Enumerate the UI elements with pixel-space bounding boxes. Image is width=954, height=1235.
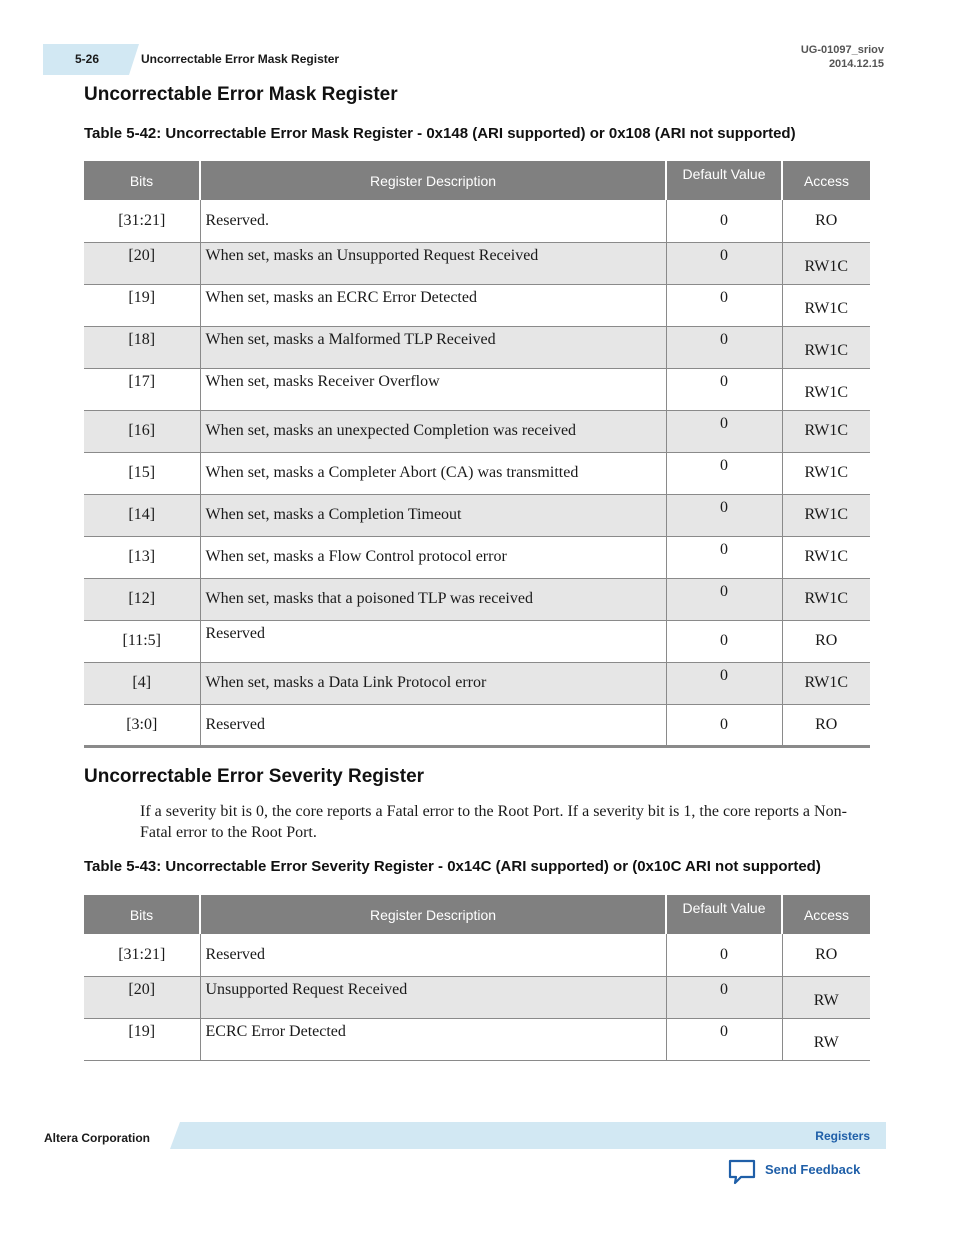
cell-access: RW1C [782, 494, 870, 536]
cell-description: When set, masks a Completer Abort (CA) was transmitted [200, 452, 666, 494]
cell-description: Reserved [200, 704, 666, 746]
footer-company: Altera Corporation [44, 1131, 151, 1145]
cell-description: When set, masks a Data Link Protocol error [200, 662, 666, 704]
cell-access: RW [782, 1018, 870, 1060]
cell-access: RO [782, 620, 870, 662]
cell-default: 0 [666, 704, 782, 746]
cell-default: 0 [666, 200, 782, 242]
table-header-row [84, 161, 870, 200]
cell-access: RW1C [782, 662, 870, 704]
severity-register-table [84, 895, 870, 1061]
cell-description: When set, masks a Completion Timeout [200, 494, 666, 536]
table-row [84, 284, 870, 326]
table-row [84, 242, 870, 284]
send-feedback-link[interactable]: Send Feedback [765, 1162, 861, 1177]
header-access: Access [782, 895, 870, 934]
cell-access: RW1C [782, 410, 870, 452]
cell-access: RO [782, 200, 870, 242]
cell-access: RW1C [782, 536, 870, 578]
table-row [84, 200, 870, 242]
cell-bits: [18] [84, 326, 200, 368]
cell-description: Reserved. [200, 200, 666, 242]
table-row [84, 578, 870, 620]
cell-bits: [19] [84, 1018, 200, 1060]
cell-bits: [20] [84, 242, 200, 284]
cell-bits: [12] [84, 578, 200, 620]
header-bits: Bits [84, 161, 200, 200]
header-doc-info [801, 43, 884, 71]
cell-access: RW1C [782, 326, 870, 368]
header-access: Access [782, 161, 870, 200]
cell-default: 0 [666, 368, 782, 410]
cell-default: 0 [666, 1018, 782, 1060]
cell-default: 0 [666, 620, 782, 662]
header-bits: Bits [84, 895, 200, 934]
table-row [84, 326, 870, 368]
cell-access: RW [782, 976, 870, 1018]
cell-description: Reserved [200, 620, 666, 662]
cell-description: Reserved [200, 934, 666, 976]
header-default: Default Value [666, 161, 782, 200]
doc-id: UG-01097_sriov [800, 44, 884, 56]
cell-access: RW1C [782, 242, 870, 284]
cell-bits: [14] [84, 494, 200, 536]
cell-bits: [16] [84, 410, 200, 452]
cell-description: When set, masks a Flow Control protocol error [200, 536, 666, 578]
cell-default: 0 [666, 536, 782, 578]
table-row [84, 620, 870, 662]
header-default: Default Value [666, 895, 782, 934]
feedback-icon[interactable] [727, 1158, 757, 1186]
cell-default: 0 [666, 976, 782, 1018]
cell-access: RW1C [782, 452, 870, 494]
doc-date: 2014.12.15 [828, 58, 884, 70]
cell-bits: [13] [84, 536, 200, 578]
table-row [84, 410, 870, 452]
severity-paragraph: If a severity bit is 0, the core reports a Fatal error to the Root Port. If a severity bit is 1, the core reports a Non-Fatal error to the Root Port. [140, 803, 847, 841]
cell-default: 0 [666, 934, 782, 976]
cell-default: 0 [666, 452, 782, 494]
table-row [84, 976, 870, 1018]
table-row [84, 494, 870, 536]
cell-default: 0 [666, 662, 782, 704]
table-row [84, 368, 870, 410]
cell-access: RO [782, 704, 870, 746]
cell-default: 0 [666, 494, 782, 536]
table-caption-mask: Table 5-42: Uncorrectable Error Mask Register - 0x148 (ARI supported) or 0x108 (ARI not supported) [84, 125, 796, 142]
cell-description: When set, masks an Unsupported Request Received [200, 242, 666, 284]
cell-description: When set, masks an unexpected Completion was received [200, 410, 666, 452]
cell-default: 0 [666, 578, 782, 620]
cell-access: RO [782, 934, 870, 976]
cell-default: 0 [666, 410, 782, 452]
section-heading-mask: Uncorrectable Error Mask Register [84, 84, 398, 105]
cell-bits: [31:21] [84, 200, 200, 242]
cell-bits: [17] [84, 368, 200, 410]
page-number: 5-26 [75, 52, 100, 66]
cell-default: 0 [666, 242, 782, 284]
cell-bits: [11:5] [84, 620, 200, 662]
cell-default: 0 [666, 326, 782, 368]
header-description: Register Description [200, 161, 666, 200]
cell-bits: [4] [84, 662, 200, 704]
table-row [84, 1018, 870, 1060]
table-row [84, 662, 870, 704]
cell-description: ECRC Error Detected [200, 1018, 666, 1060]
cell-access: RW1C [782, 284, 870, 326]
mask-register-table [84, 161, 870, 748]
cell-bits: [15] [84, 452, 200, 494]
cell-description: When set, masks Receiver Overflow [200, 368, 666, 410]
cell-description: Unsupported Request Received [200, 976, 666, 1018]
section-heading-severity: Uncorrectable Error Severity Register [84, 766, 425, 787]
cell-description: When set, masks that a poisoned TLP was received [200, 578, 666, 620]
header-section-title: Uncorrectable Error Mask Register [141, 52, 340, 66]
cell-bits: [20] [84, 976, 200, 1018]
table-caption-severity: Table 5-43: Uncorrectable Error Severity Register - 0x14C (ARI supported) or (0x10C ARI not supported) [84, 858, 821, 875]
cell-access: RW1C [782, 578, 870, 620]
table-row [84, 452, 870, 494]
header-description: Register Description [200, 895, 666, 934]
table-header-row [84, 895, 870, 934]
footer-band [180, 1122, 886, 1149]
table-row [84, 704, 870, 746]
cell-bits: [3:0] [84, 704, 200, 746]
cell-access: RW1C [782, 368, 870, 410]
cell-description: When set, masks a Malformed TLP Received [200, 326, 666, 368]
table-row [84, 536, 870, 578]
cell-default: 0 [666, 284, 782, 326]
cell-description: When set, masks an ECRC Error Detected [200, 284, 666, 326]
footer-registers-link[interactable]: Registers [815, 1129, 870, 1143]
cell-bits: [31:21] [84, 934, 200, 976]
table-row [84, 934, 870, 976]
cell-bits: [19] [84, 284, 200, 326]
